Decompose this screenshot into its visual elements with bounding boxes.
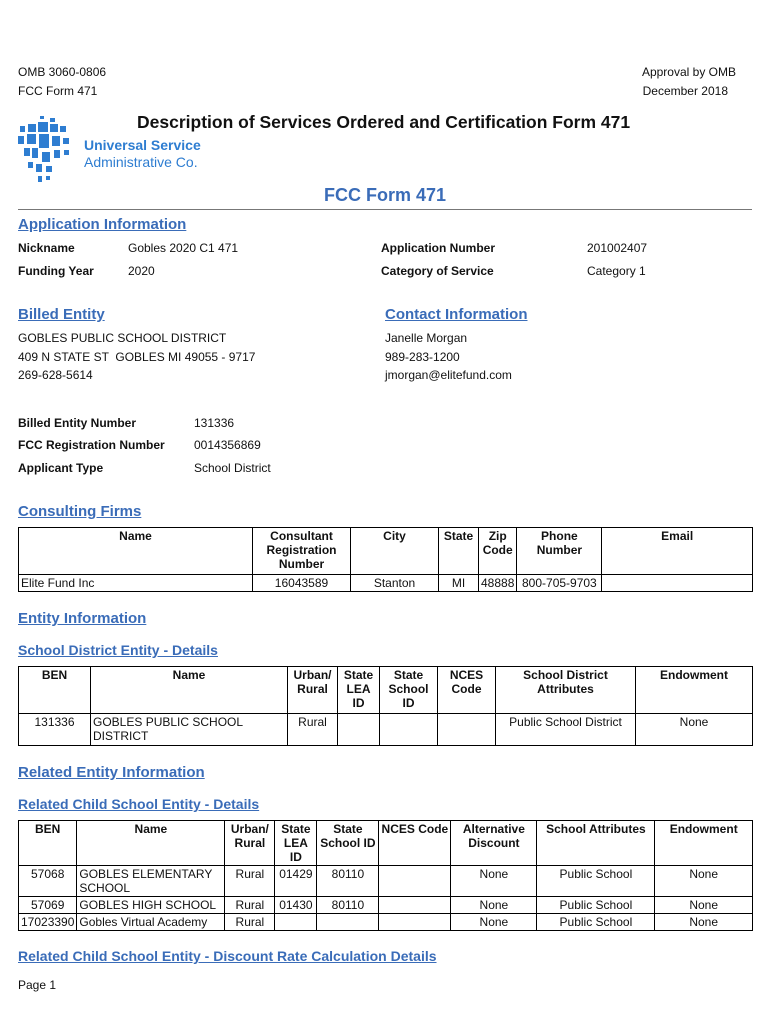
child-heading: Related Child School Entity - Details [18, 796, 260, 812]
col-state: State [439, 528, 479, 575]
logo-line2: Administrative Co. [84, 154, 198, 170]
col-state-lea: State LEA ID [338, 667, 380, 714]
col-city: City [351, 528, 439, 575]
district-nces [438, 714, 496, 746]
child-header-row [19, 821, 753, 866]
child-ben: 57069 [19, 897, 77, 914]
child-ben: 17023390 [19, 914, 77, 931]
consultant-phone: 800-705-9703 [517, 575, 602, 592]
nickname-label: Nickname [18, 241, 75, 255]
child-alt-discount: None [451, 897, 537, 914]
col-endowment: Endowment [655, 821, 753, 866]
table-row [19, 897, 753, 914]
child-urban-rural: Rural [225, 866, 275, 897]
child-urban-rural: Rural [225, 897, 275, 914]
col-state-school: State School ID [317, 821, 379, 866]
col-alt-discount: Alternative Discount [451, 821, 537, 866]
child-alt-discount: None [451, 866, 537, 897]
district-state-school [380, 714, 438, 746]
funding-year-value: 2020 [128, 264, 155, 278]
app-number-value: 201002407 [587, 241, 648, 255]
district-ben: 131336 [19, 714, 91, 746]
fcc-reg-label: FCC Registration Number [18, 438, 165, 452]
category-value: Category 1 [587, 264, 646, 278]
child-endowment: None [655, 866, 753, 897]
application-heading: Application Information [18, 216, 187, 233]
col-school-attrs: School Attributes [537, 821, 655, 866]
table-row [19, 866, 753, 897]
approval-date: December 2018 [642, 84, 728, 98]
col-ben: BEN [19, 821, 77, 866]
child-school-attrs: Public School [537, 866, 655, 897]
child-name: Gobles Virtual Academy [77, 914, 225, 931]
child-state-lea: 01430 [275, 897, 317, 914]
col-email: Email [602, 528, 753, 575]
child-state-lea: 01429 [275, 866, 317, 897]
table-row [19, 914, 753, 931]
child-nces [379, 914, 451, 931]
col-name: Name [91, 667, 288, 714]
ben-value: 131336 [194, 416, 235, 430]
billed-entity-phone: 269-628-5614 [18, 368, 93, 382]
child-name: GOBLES ELEMENTARY SCHOOL [77, 866, 225, 897]
approval-label: Approval by OMB [641, 65, 736, 79]
child-table [18, 820, 753, 931]
child-school-attrs: Public School [537, 914, 655, 931]
funding-year-label: Funding Year [18, 264, 94, 278]
district-attrs: Public School District [496, 714, 636, 746]
child-nces [379, 866, 451, 897]
child-nces [379, 897, 451, 914]
district-state-lea [338, 714, 380, 746]
district-endowment: None [636, 714, 753, 746]
col-zip: Zip Code [479, 528, 517, 575]
consulting-heading: Consulting Firms [18, 503, 142, 520]
entity-heading: Entity Information [18, 610, 147, 627]
district-table [18, 666, 753, 746]
usac-logo-icon [16, 114, 76, 186]
consultant-email [602, 575, 753, 592]
col-name: Name [19, 528, 253, 575]
col-consultant-reg: Consultant Registration Number [253, 528, 351, 575]
child-endowment: None [655, 914, 753, 931]
applicant-type-value: School District [194, 461, 271, 475]
consulting-table [18, 527, 753, 592]
col-district-attrs: School District Attributes [496, 667, 636, 714]
page-number: Page 1 [18, 978, 57, 992]
district-urban-rural: Rural [288, 714, 338, 746]
nickname-value: Gobles 2020 C1 471 [128, 241, 239, 255]
child-state-lea [275, 914, 317, 931]
header-divider [18, 209, 752, 210]
child-state-school: 80110 [317, 866, 379, 897]
omb-number: OMB 3060-0806 [18, 65, 107, 79]
child-state-school: 80110 [317, 897, 379, 914]
district-header-row [19, 667, 753, 714]
district-name: GOBLES PUBLIC SCHOOL DISTRICT [91, 714, 288, 746]
child-state-school [317, 914, 379, 931]
col-endowment: Endowment [636, 667, 753, 714]
child-ben: 57068 [19, 866, 77, 897]
col-urban-rural: Urban/ Rural [225, 821, 275, 866]
app-number-label: Application Number [381, 241, 496, 255]
child-alt-discount: None [451, 914, 537, 931]
contact-email: jmorgan@elitefund.com [385, 368, 512, 382]
child-endowment: None [655, 897, 753, 914]
applicant-type-label: Applicant Type [18, 461, 104, 475]
col-nces: NCES Code [379, 821, 451, 866]
billed-entity-heading: Billed Entity [18, 306, 105, 323]
category-label: Category of Service [381, 264, 494, 278]
contact-name: Janelle Morgan [385, 331, 468, 345]
consultant-zip: 48888 [479, 575, 517, 592]
form-number: FCC Form 471 [18, 84, 98, 98]
form-subtitle: FCC Form 471 [323, 185, 447, 205]
consultant-state: MI [439, 575, 479, 592]
fcc-reg-value: 0014356869 [194, 438, 261, 452]
ben-label: Billed Entity Number [18, 416, 137, 430]
col-name: Name [77, 821, 225, 866]
logo-line1: Universal Service [84, 137, 201, 153]
page-title: Description of Services Ordered and Certification Form 471 [137, 112, 631, 132]
col-state-lea: State LEA ID [275, 821, 317, 866]
child-school-attrs: Public School [537, 897, 655, 914]
district-heading: School District Entity - Details [18, 642, 218, 658]
consultant-name: Elite Fund Inc [19, 575, 253, 592]
col-ben: BEN [19, 667, 91, 714]
consultant-reg: 16043589 [253, 575, 351, 592]
col-phone: Phone Number [517, 528, 602, 575]
consultant-city: Stanton [351, 575, 439, 592]
contact-heading: Contact Information [385, 306, 528, 323]
consulting-header-row [19, 528, 753, 575]
col-state-school: State School ID [380, 667, 438, 714]
col-urban-rural: Urban/ Rural [288, 667, 338, 714]
table-row [19, 714, 753, 746]
billed-entity-name: GOBLES PUBLIC SCHOOL DISTRICT [18, 331, 227, 345]
contact-phone: 989-283-1200 [385, 350, 460, 364]
related-heading: Related Entity Information [18, 764, 205, 781]
child-urban-rural: Rural [225, 914, 275, 931]
table-row [19, 575, 753, 592]
child-name: GOBLES HIGH SCHOOL [77, 897, 225, 914]
col-nces: NCES Code [438, 667, 496, 714]
billed-entity-address: 409 N STATE ST GOBLES MI 49055 - 9717 [18, 350, 256, 364]
discount-heading: Related Child School Entity - Discount Rate Calculation Details [18, 948, 437, 964]
